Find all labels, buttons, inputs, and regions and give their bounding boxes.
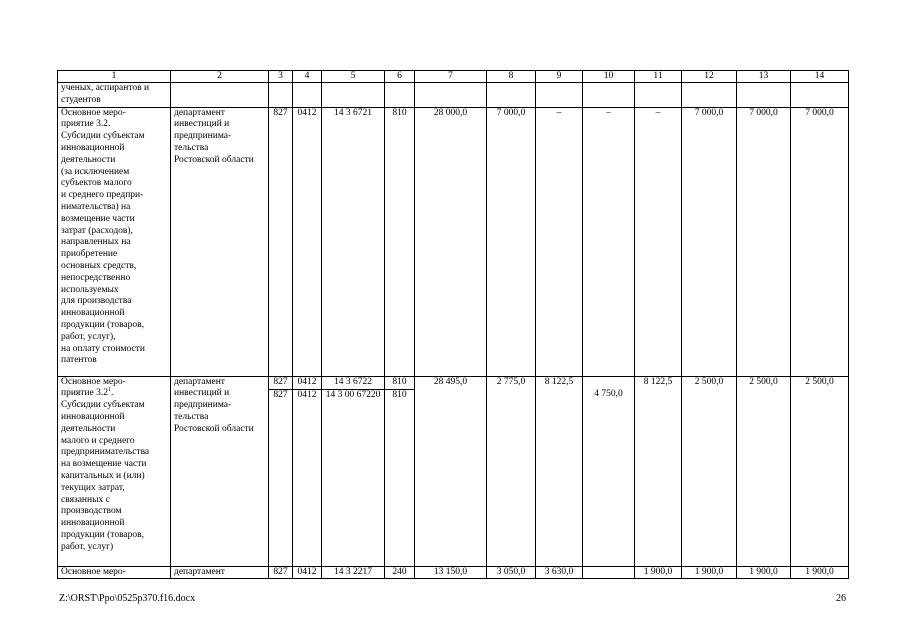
row-description: Основное меро- приятие 3.2. Субсидии субъектам инновационной деятельности (за исключением субъектов малого и среднего предпри- нимательства) на возмещение части затрат (расходов), направленных на приобретение основных средств, непосредственно используемых для производства инновационной продукции (товаров, работ, услуг), на оплату стоимости патентов <box>58 107 171 376</box>
expense-type-code: 810 810 <box>385 376 415 566</box>
grbs-code: 827 <box>269 107 293 376</box>
section-code: 0412 <box>293 107 322 376</box>
year-value: 3 050,0 <box>487 566 536 579</box>
grbs-code: 827 <box>269 566 293 579</box>
total-amount: 28 000,0 <box>415 107 487 376</box>
header-cell: 12 <box>682 71 737 83</box>
responsible-executor: департамент инвестиций и предпринима- тельства Ростовской области <box>171 376 269 566</box>
target-article-code: 14 3 6722 14 3 00 67220 <box>322 376 385 566</box>
header-cell: 4 <box>293 71 322 83</box>
year-value: 1 900,0 <box>737 566 791 579</box>
row-description: Основное меро- приятие $3.2^1$. Субсидии субъектам инновационной деятельности малого и среднего предпринимательства на возмещение части капитальных и (или) текущих затрат, связанных с производством инновационной продукции (товаров, работ, услуг) <box>58 376 171 566</box>
year-value: 4 750,0 <box>583 376 635 566</box>
year-value: 1 900,0 <box>682 566 737 579</box>
target-article-code: 14 3 2217 <box>322 566 385 579</box>
year-value: 7 000,0 <box>737 107 791 376</box>
table-row <box>58 83 849 108</box>
header-cell: 9 <box>536 71 583 83</box>
total-amount: 13 150,0 <box>415 566 487 579</box>
header-cell: 6 <box>385 71 415 83</box>
responsible-executor: департамент инвестиций и предпринима- тельства Ростовской области <box>171 107 269 376</box>
file-path: Z:\ORST\Ppo\0525p370.f16.docx <box>59 593 196 604</box>
header-cell: 14 <box>791 71 849 83</box>
year-value: 1 900,0 <box>635 566 682 579</box>
header-cell: 10 <box>583 71 635 83</box>
header-cell: 5 <box>322 71 385 83</box>
year-value: 7 000,0 <box>487 107 536 376</box>
year-value: 2 500,0 <box>682 376 737 566</box>
section-code: 0412 <box>293 566 322 579</box>
table-row <box>58 566 849 579</box>
year-value: 3 630,0 <box>536 566 583 579</box>
total-amount: 28 495,0 <box>415 376 487 566</box>
expense-type-code: 240 <box>385 566 415 579</box>
row-description: Основное меро- <box>58 566 171 579</box>
row-description: ученых, аспирантов и студентов <box>58 83 171 108</box>
year-value: 7 000,0 <box>791 107 849 376</box>
year-value: 2 775,0 <box>487 376 536 566</box>
year-value: – <box>583 107 635 376</box>
header-row <box>58 71 849 83</box>
table-row <box>58 376 849 566</box>
year-value: 7 000,0 <box>682 107 737 376</box>
header-cell: 8 <box>487 71 536 83</box>
year-value: 2 500,0 <box>791 376 849 566</box>
header-cell: 7 <box>415 71 487 83</box>
grbs-code: 827 827 <box>269 376 293 566</box>
responsible-executor: департамент <box>171 566 269 579</box>
year-value <box>583 566 635 579</box>
target-article-code: 14 3 6721 <box>322 107 385 376</box>
year-value: – <box>536 107 583 376</box>
year-value: 8 122,5 <box>635 376 682 566</box>
header-cell: 13 <box>737 71 791 83</box>
section-code: 0412 0412 <box>293 376 322 566</box>
header-cell: 1 <box>58 71 171 83</box>
header-cell: 11 <box>635 71 682 83</box>
header-cell: 3 <box>269 71 293 83</box>
table-row <box>58 107 849 376</box>
page-number: 26 <box>836 593 846 604</box>
year-value: 1 900,0 <box>791 566 849 579</box>
year-value: 2 500,0 <box>737 376 791 566</box>
header-cell: 2 <box>171 71 269 83</box>
budget-table <box>57 70 849 579</box>
year-value: – <box>635 107 682 376</box>
expense-type-code: 810 <box>385 107 415 376</box>
year-value: 8 122,5 <box>536 376 583 566</box>
